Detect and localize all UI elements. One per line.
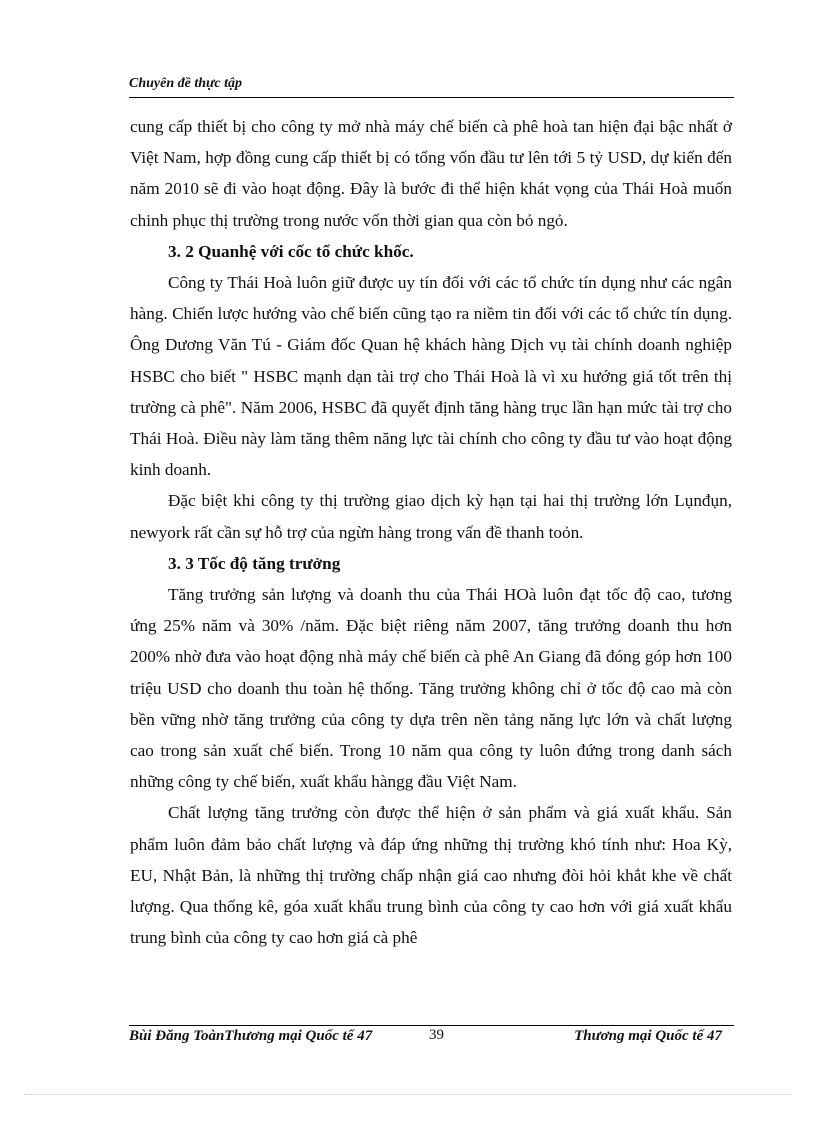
section-heading-3-2: 3. 2 Quanhệ với cốc tổ chức khốc.	[168, 241, 414, 261]
page-header: Chuyên đề thực tập	[129, 76, 243, 91]
footer-author: Bùi Đăng ToànThương mại Quốc tế 47	[129, 1028, 373, 1044]
paragraph-continuation: cung cấp thiết bị cho công ty mở nhà máy chế biến cà phê hoà tan hiện đại bậc nhất ở Việt Nam, hợp đồng cung cấp thiết bị có tổng vốn đầu tư lên tới 5 tỷ USD, dự kiến đến năm 2010 sẽ đi vào hoạt động. Đây là bước đi thể hiện khát vọng của Thái Hoà muốn chinh phục thị trường trong nước vốn thời gian qua còn bỏ ngỏ.	[130, 117, 732, 230]
page-footer	[129, 1028, 734, 1050]
section-heading-3-3: 3. 3 Tốc độ tăng trưởng	[168, 553, 341, 573]
document-body	[130, 111, 732, 953]
paragraph: Đặc biệt khi công ty thị trường giao dịch kỳ hạn tại hai thị trường lớn Lụnđụn, newyork rất cần sự hỗ trợ của ngừn hàng trong vấn đề thanh toỏn.	[130, 491, 732, 542]
paragraph: Chất lượng tăng trưởng còn được thể hiện ở sản phẩm và giá xuất khẩu. Sản phẩm luôn đảm bảo chất lượng và đáp ứng những thị trường khó tính như: Hoa Kỳ, EU, Nhật Bản, là những thị trường chấp nhận giá cao nhưng đòi hỏi khắt khe về chất lượng. Qua thống kê, góa xuất khẩu trung bình của công ty cao hơn với giá xuất khẩu trung bình của công ty cao hơn giá cà phê	[130, 803, 732, 948]
footer-course: Thương mại Quốc tế 47	[574, 1028, 722, 1044]
footer-divider	[129, 1025, 734, 1026]
paragraph: Tăng trưởng sản lượng và doanh thu của Thái HOà luôn đạt tốc độ cao, tương ứng 25% năm và 30% /năm. Đặc biệt riêng năm 2007, tăng trưởng doanh thu hơn 200% nhờ đưa vào hoạt động nhà máy chế biến cà phê An Giang đã đóng góp hơn 100 triệu USD cho doanh thu toàn hệ thống. Tăng trưởng không chỉ ở tốc độ cao mà còn bền vững nhờ tăng trưởng của công ty dựa trên nền tảng năng lực lớn và chất lượng cao trong sản xuất chế biến. Trong 10 năm qua công ty luôn đứng trong danh sách những công ty chế biến, xuất khẩu hàngg đầu Việt Nam.	[130, 585, 732, 792]
page-number: 39	[429, 1027, 444, 1043]
header-divider	[129, 97, 734, 98]
paragraph: Công ty Thái Hoà luôn giữ được uy tín đối với các tổ chức tín dụng như các ngân hàng. Chiến lược hướng vào chế biến cũng tạo ra niềm tin đối với các tổ chức tín dụng. Ông Dương Văn Tú - Giám đốc Quan hệ khách hàng Dịch vụ tài chính doanh nghiệp HSBC cho biết " HSBC mạnh dạn tài trợ cho Thái Hoà là vì xu hướng giá tốt trên thị trường cà phê". Năm 2006, HSBC đã quyết định tăng hàng trục lần hạn mức tài trợ cho Thái Hoà. Điều này làm tăng thêm năng lực tài chính cho công ty đầu tư vào hoạt động kinh doanh.	[130, 273, 732, 480]
page-bottom-border	[24, 1094, 792, 1095]
